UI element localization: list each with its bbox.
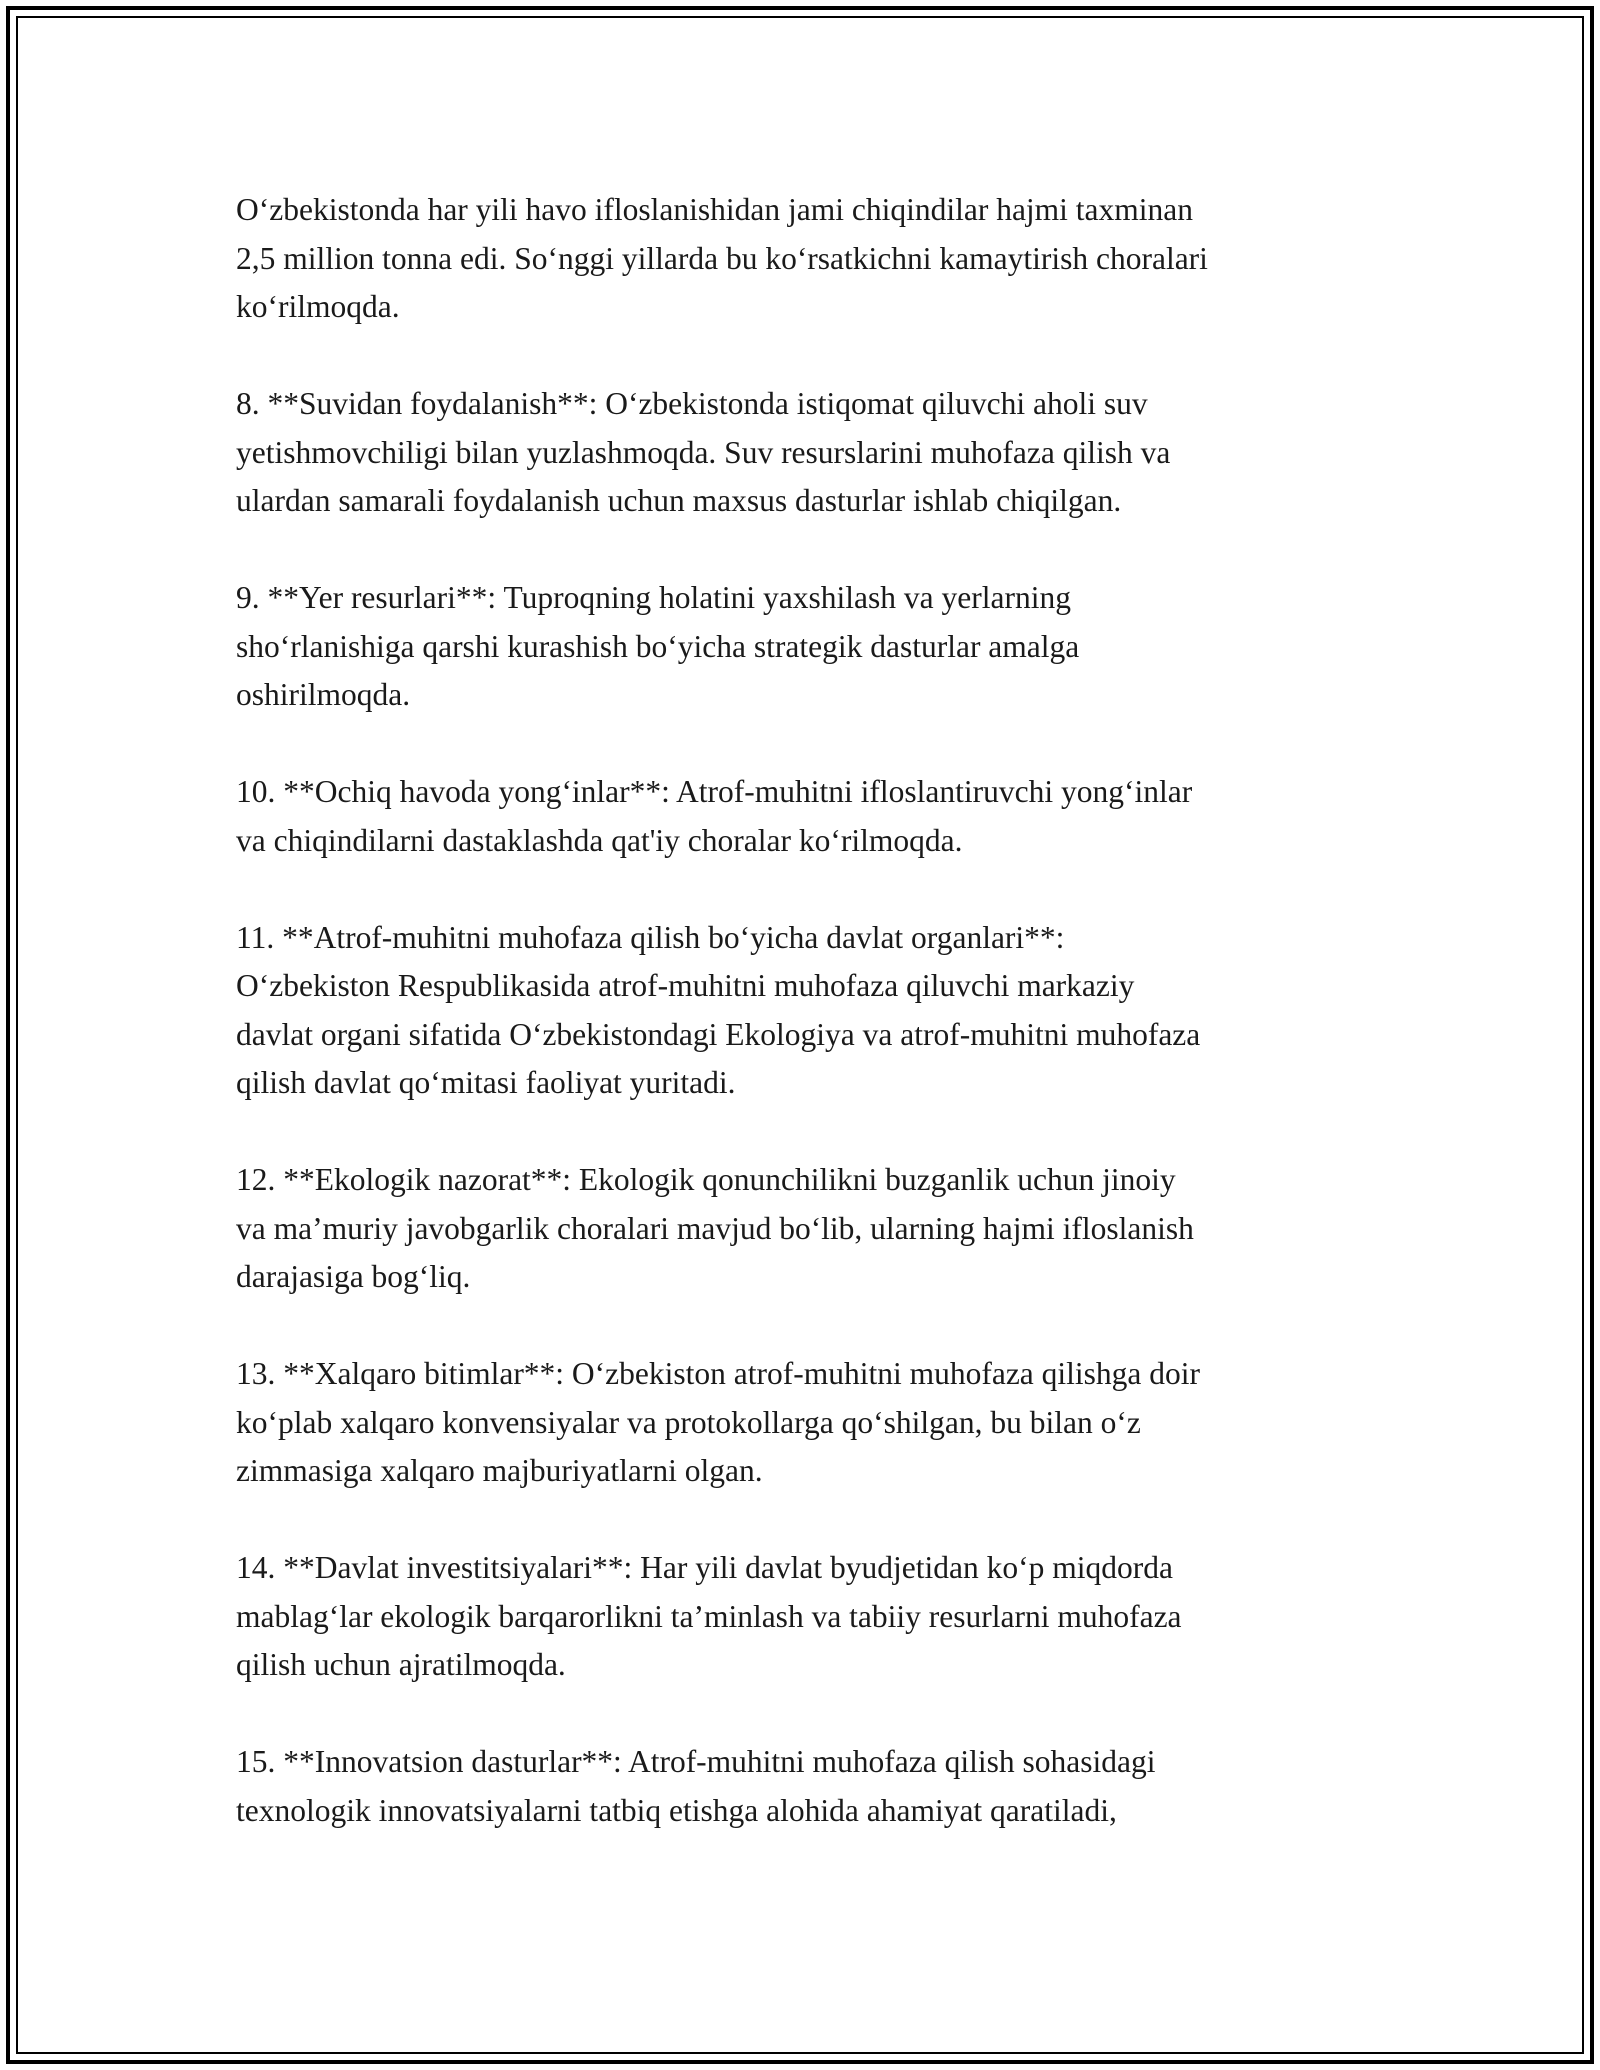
paragraph-item-14: 14. **Davlat investitsiyalari**: Har yili davlat byudjetidan ko‘p miqdorda mablag‘lar ekologik barqarorlikni ta’minlash va tabiiy resurlarni muhofaza qilish uchun ajratilmoqda.	[236, 1550, 1182, 1682]
paragraph-item-10: 10. **Ochiq havoda yong‘inlar**: Atrof-muhitni ifloslantiruvchi yong‘inlar va chiqindilarni dastaklashda qat'iy choralar ko‘rilmoqda.	[236, 774, 1193, 858]
paragraph-item-15: 15. **Innovatsion dasturlar**: Atrof-muhitni muhofaza qilish sohasidagi texnologik innovatsiyalarni tatbiq etishga alohida ahamiyat qaratiladi,	[236, 1744, 1156, 1828]
paragraph-intro: O‘zbekistonda har yili havo ifloslanishidan jami chiqindilar hajmi taxminan 2,5 million tonna edi. So‘nggi yillarda bu ko‘rsatkichni kamaytirish choralari ko‘rilmoqda.	[236, 192, 1208, 324]
paragraph-item-13: 13. **Xalqaro bitimlar**: O‘zbekiston atrof-muhitni muhofaza qilishga doir ko‘plab xalqaro konvensiyalar va protokollarga qo‘shilgan, bu bilan o‘z zimmasiga xalqaro majburiyatlarni olgan.	[236, 1356, 1201, 1488]
document-body	[236, 186, 1376, 1884]
paragraph-item-9: 9. **Yer resurlari**: Tuproqning holatini yaxshilash va yerlarning sho‘rlanishiga qarshi kurashish bo‘yicha strategik dasturlar amalga oshirilmoqda.	[236, 580, 1080, 712]
paragraph-item-11: 11. **Atrof-muhitni muhofaza qilish bo‘yicha davlat organlari**: O‘zbekiston Respublikasida atrof-muhitni muhofaza qiluvchi markaziy davlat organi sifatida O‘zbekistondagi Ekologiya va atrof-muhitni muhofaza qilish davlat qo‘mitasi faoliyat yuritadi.	[236, 919, 1201, 1100]
paragraph-item-12: 12. **Ekologik nazorat**: Ekologik qonunchilikni buzganlik uchun jinoiy va ma’muriy javobgarlik choralari mavjud bo‘lib, ularning hajmi ifloslanish darajasiga bog‘liq.	[236, 1162, 1194, 1294]
paragraph-item-8: 8. **Suvidan foydalanish**: O‘zbekistonda istiqomat qiluvchi aholi suv yetishmovchiligi bilan yuzlashmoqda. Suv resurslarini muhofaza qilish va ulardan samarali foydalanish uchun maxsus dasturlar ishlab chiqilgan.	[236, 386, 1171, 518]
